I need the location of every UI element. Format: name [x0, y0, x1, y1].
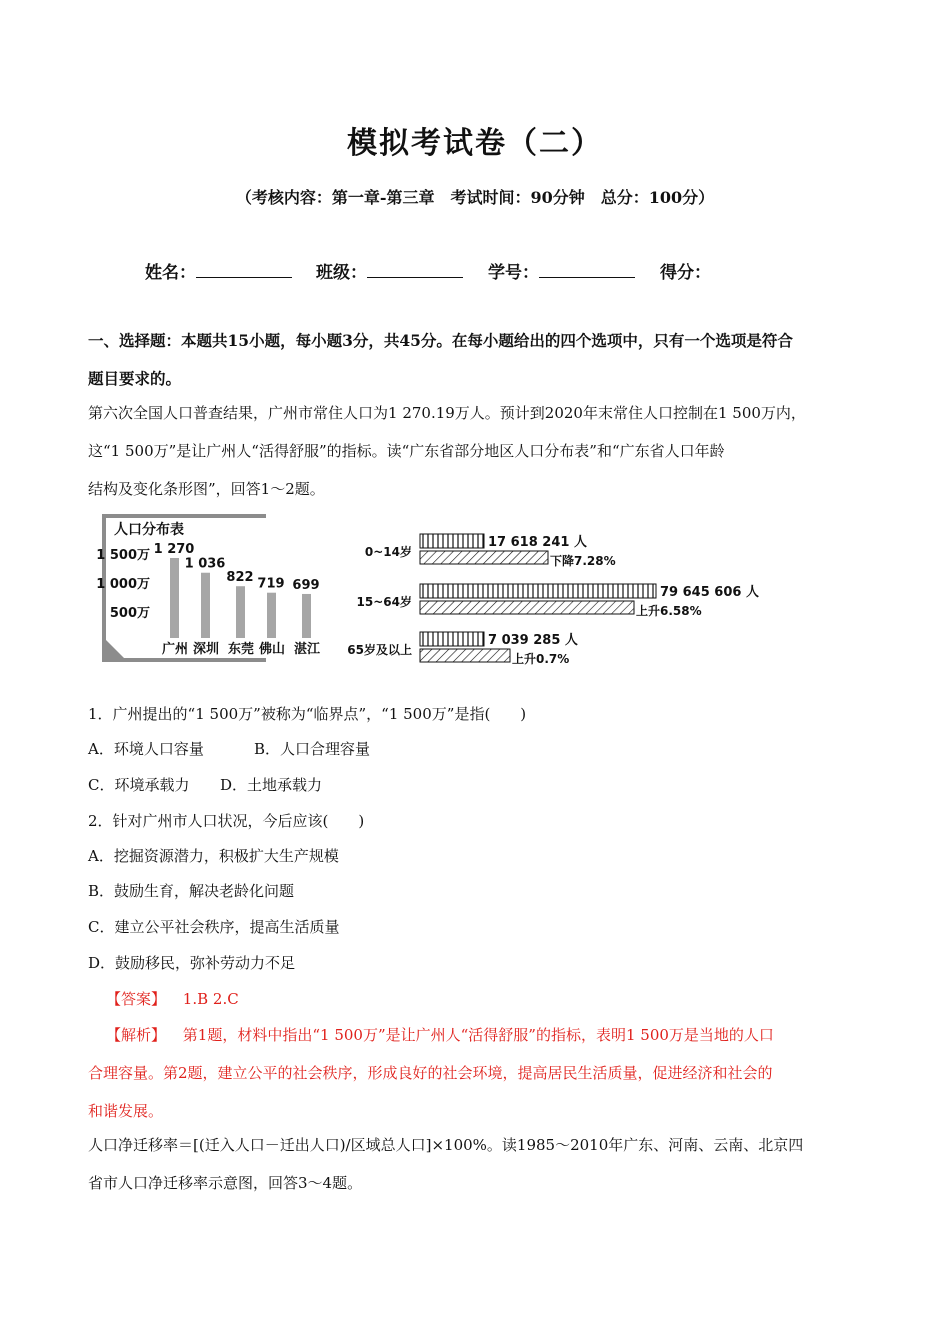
analysis-line3: 和谐发展。	[88, 1102, 164, 1120]
question-1-option-b[interactable]: B．人口合理容量	[254, 740, 371, 758]
answer-label: 【答案】	[106, 990, 167, 1008]
dist-bar	[236, 586, 245, 638]
age-change-label: 下降7.28%	[550, 554, 616, 568]
dist-bar	[201, 573, 210, 638]
name-label: 姓名：	[145, 263, 196, 283]
dist-chart-title: 人口分布表	[114, 522, 184, 538]
answer-text: 1.B 2.C	[182, 990, 239, 1008]
dist-ytick-label: 1 500万	[96, 548, 150, 563]
score-label: 得分：	[660, 263, 711, 283]
dist-ytick-label: 500万	[109, 606, 150, 621]
dist-value-label: 719	[257, 576, 285, 592]
analysis-line2: 合理容量。第2题，建立公平的社会秩序，形成良好的社会环境，提高居民生活质量，促进经济和社会的	[88, 1064, 773, 1082]
age-category-label: 15~64岁	[356, 595, 412, 609]
question-2-option-c[interactable]: C．建立公平社会秩序，提高生活质量	[88, 918, 340, 936]
passage-1-line2: 这“1 500万”是让广州人“活得舒服”的指标。读“广东省部分地区人口分布表”和“广东省人口年龄	[88, 442, 725, 460]
passage-2-line2: 省市人口净迁移率示意图，回答3～4题。	[88, 1174, 363, 1192]
passage-1	[88, 394, 878, 508]
age-population-label: 7 039 285 人	[488, 633, 578, 648]
dist-value-label: 1 036	[184, 556, 226, 572]
passage-2	[88, 1126, 878, 1202]
question-1-option-c[interactable]: C．环境承载力	[88, 776, 190, 794]
age-population-label: 17 618 241 人	[488, 535, 587, 550]
class-blank[interactable]	[367, 263, 463, 278]
page-title: 模拟考试卷（二）	[347, 126, 603, 161]
section-heading-line1: 一、选择题：本题共15小题，每小题3分，共45分。在每小题给出的四个选项中，只有一个选项是符合	[88, 331, 793, 350]
class-label: 班级：	[316, 263, 367, 283]
dist-bar	[302, 594, 311, 638]
dist-category-label: 深圳	[192, 642, 220, 657]
section-heading-line2: 题目要求的。	[88, 369, 182, 388]
dist-category-label: 东莞	[227, 642, 255, 657]
age-change-bar	[420, 601, 634, 614]
name-blank[interactable]	[196, 263, 292, 278]
question-2-option-b[interactable]: B．鼓励生育，解决老龄化问题	[88, 882, 295, 900]
dist-bar	[170, 558, 179, 638]
analysis-block	[88, 1016, 878, 1130]
dist-bar	[267, 593, 276, 638]
passage-1-line3: 结构及变化条形图”，回答1～2题。	[88, 480, 325, 498]
age-population-bar	[420, 632, 484, 646]
dist-category-label: 广州	[161, 642, 189, 657]
age-change-bar	[420, 649, 510, 662]
age-category-label: 0~14岁	[364, 545, 412, 559]
analysis-line1-text: 第1题，材料中指出“1 500万”是让广州人“活得舒服”的指标，表明1 500万是当地的人口	[182, 1026, 774, 1044]
dist-value-label: 699	[292, 577, 320, 593]
score-field	[660, 258, 711, 283]
age-population-bar	[420, 534, 484, 548]
id-field	[488, 258, 635, 283]
question-2-stem: 2．针对广州市人口状况，今后应该( )	[88, 812, 365, 830]
name-field	[145, 258, 292, 283]
dist-value-label: 1 270	[153, 541, 195, 557]
age-population-label: 79 645 606 人	[660, 585, 759, 600]
answer-block	[106, 988, 239, 1009]
passage-2-line1: 人口净迁移率＝[(迁入人口－迁出人口)/区域总人口]×100%。读1985～2010年广东、河南、云南、北京四	[88, 1136, 804, 1154]
dist-category-label: 湛江	[293, 642, 321, 657]
passage-1-line1: 第六次全国人口普查结果，广州市常住人口为1 270.19万人。预计到2020年末常住人口控制在1 500万内，	[88, 404, 806, 422]
dist-value-label: 822	[226, 570, 254, 586]
age-change-label: 上升0.7%	[512, 652, 570, 666]
question-2-option-a[interactable]: A．挖掘资源潜力，积极扩大生产规模	[88, 847, 339, 865]
exam-subtitle: （考核内容：第一章-第三章 考试时间：90分钟 总分：100分）	[235, 188, 715, 207]
question-1-stem: 1．广州提出的“1 500万”被称为“临界点”，“1 500万”是指( )	[88, 705, 527, 723]
dist-ytick-label: 1 000万	[96, 577, 150, 592]
class-field	[316, 258, 463, 283]
analysis-label: 【解析】	[106, 1026, 167, 1044]
id-label: 学号：	[488, 263, 539, 283]
population-distribution-chart	[96, 512, 321, 666]
question-1-option-d[interactable]: D．土地承载力	[220, 776, 323, 794]
id-blank[interactable]	[539, 263, 635, 278]
section-heading	[88, 322, 878, 398]
question-2-option-d[interactable]: D．鼓励移民，弥补劳动力不足	[88, 954, 296, 972]
analysis-line1	[88, 1016, 878, 1054]
age-change-bar	[420, 551, 548, 564]
age-structure-chart	[332, 528, 762, 673]
age-category-label: 65岁及以上	[347, 643, 412, 657]
age-change-label: 上升6.58%	[636, 604, 702, 618]
question-1-option-a[interactable]: A．环境人口容量	[88, 740, 204, 758]
age-population-bar	[420, 584, 656, 598]
dist-category-label: 佛山	[258, 642, 286, 657]
